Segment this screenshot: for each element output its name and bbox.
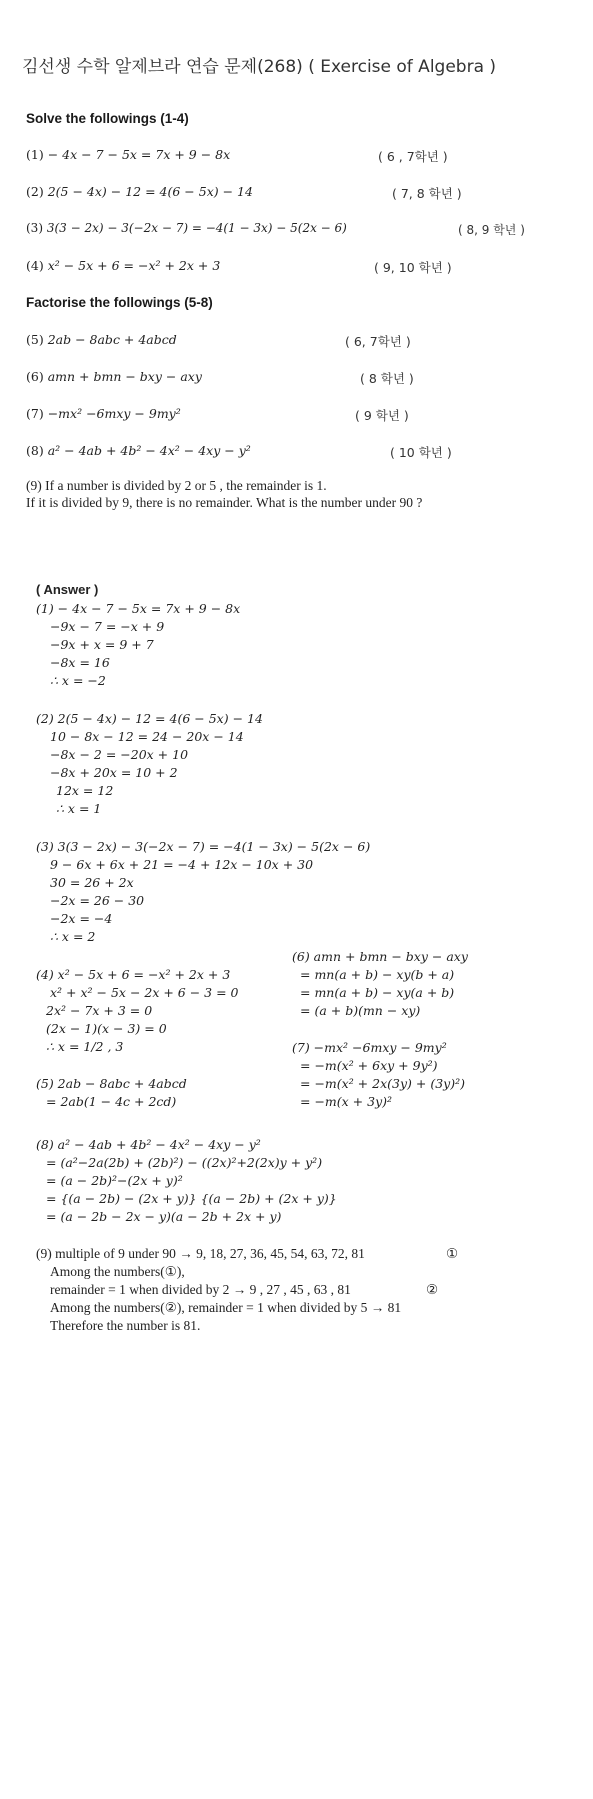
answer-1-line: −9x + x = 9 + 7: [50, 637, 154, 652]
answer-5-line: = 2ab(1 − 4c + 2cd): [46, 1094, 177, 1109]
problem-label: (8): [26, 443, 44, 458]
problem-expression: a² − 4ab + 4b² − 4x² − 4xy − y²: [47, 443, 251, 458]
problem-7-grade: ( 9 학년 ): [355, 408, 409, 423]
answer-4-line: (4) x² − 5x + 6 = −x² + 2x + 3: [36, 967, 231, 982]
answer-3-line: 9 − 6x + 6x + 21 = −4 + 12x − 10x + 30: [50, 857, 314, 872]
answer-6-line: (6) amn + bmn − bxy − axy: [292, 949, 468, 964]
problem-3-grade: ( 8, 9 학년 ): [458, 223, 525, 237]
problem-9-line-1: (9) If a number is divided by 2 or 5 , the remainder is 1.: [26, 478, 327, 493]
answer-7-line: = −m(x² + 6xy + 9y²): [300, 1058, 438, 1073]
problem-6-grade: ( 8 학년 ): [360, 371, 414, 386]
answer-2-line: ∴ x = 1: [56, 801, 102, 816]
answer-8-line: = (a²−2a(2b) + (2b)²) − ((2x)²+2(2x)y + y²): [46, 1155, 323, 1170]
answer-6-line: = mn(a + b) − xy(a + b): [300, 985, 455, 1000]
problem-7: [26, 406, 181, 421]
answer-3-line: −2x = −4: [50, 911, 113, 926]
answer-1-line: (1) − 4x − 7 − 5x = 7x + 9 − 8x: [36, 601, 241, 616]
problem-5-grade: ( 6, 7학년 ): [345, 334, 411, 349]
answer-3-line: −2x = 26 − 30: [50, 893, 145, 908]
answer-9-line: Among the numbers(②), remainder = 1 when divided by 5 → 81: [50, 1300, 402, 1315]
answer-1-line: −8x = 16: [50, 655, 110, 670]
answer-8-line: = (a − 2b − 2x − y)(a − 2b + 2x + y): [46, 1209, 282, 1224]
problem-expression: 3(3 − 2x) − 3(−2x − 7) = −4(1 − 3x) − 5(2x − 6): [46, 221, 347, 235]
answer-8-line: (8) a² − 4ab + 4b² − 4x² − 4xy − y²: [36, 1137, 261, 1152]
problem-expression: amn + bmn − bxy − axy: [47, 369, 202, 384]
answer-4-line: ∴ x = 1/2 , 3: [46, 1039, 124, 1054]
problem-label: (3): [26, 221, 43, 235]
answer-4-line: (2x − 1)(x − 3) = 0: [46, 1021, 167, 1036]
worksheet-title: 김선생 수학 알제브라 연습 문제(268) ( Exercise of Algebra ): [22, 57, 497, 77]
section-factor-heading: Factorise the followings (5-8): [26, 295, 213, 310]
answer-9-marker-2: ②: [426, 1282, 439, 1297]
problem-4: [26, 258, 220, 273]
problem-5: [26, 332, 177, 347]
answer-7-line: = −m(x² + 2x(3y) + (3y)²): [300, 1076, 465, 1091]
problem-expression: − 4x − 7 − 5x = 7x + 9 − 8x: [47, 147, 231, 162]
answer-4-line: 2x² − 7x + 3 = 0: [46, 1003, 153, 1018]
answer-1-line: ∴ x = −2: [50, 673, 106, 688]
answer-5-line: (5) 2ab − 8abc + 4abcd: [36, 1076, 187, 1091]
problem-expression: 2(5 − 4x) − 12 = 4(6 − 5x) − 14: [47, 184, 253, 199]
problem-4-grade: ( 9, 10 학년 ): [374, 260, 452, 275]
section-solve-heading: Solve the followings (1-4): [26, 111, 189, 126]
problem-8-grade: ( 10 학년 ): [390, 445, 452, 460]
answer-2-line: (2) 2(5 − 4x) − 12 = 4(6 − 5x) − 14: [36, 711, 263, 726]
answer-6-line: = (a + b)(mn − xy): [300, 1003, 421, 1018]
answer-3-line: ∴ x = 2: [50, 929, 96, 944]
answer-8-line: = (a − 2b)²−(2x + y)²: [46, 1173, 183, 1188]
problem-6: [26, 369, 202, 384]
problem-2-grade: ( 7, 8 학년 ): [392, 186, 462, 201]
answer-7-line: = −m(x + 3y)²: [300, 1094, 393, 1109]
answer-heading: ( Answer ): [36, 582, 99, 597]
problem-2: [26, 184, 253, 199]
problem-label: (4): [26, 258, 44, 273]
problem-label: (5): [26, 332, 44, 347]
problem-3: [26, 221, 347, 235]
problem-expression: −mx² −6mxy − 9my²: [47, 406, 181, 421]
answer-4-line: x² + x² − 5x − 2x + 6 − 3 = 0: [50, 985, 239, 1000]
answer-3-line: (3) 3(3 − 2x) − 3(−2x − 7) = −4(1 − 3x) − 5(2x − 6): [36, 839, 371, 854]
answer-2-line: 10 − 8x − 12 = 24 − 20x − 14: [50, 729, 244, 744]
problem-8: [26, 443, 251, 458]
problem-9-line-2: If it is divided by 9, there is no remainder. What is the number under 90 ?: [26, 495, 423, 510]
answer-2-line: −8x − 2 = −20x + 10: [50, 747, 189, 762]
problem-label: (1): [26, 147, 44, 162]
answer-7-line: (7) −mx² −6mxy − 9my²: [292, 1040, 447, 1055]
answer-1-line: −9x − 7 = −x + 9: [50, 619, 165, 634]
answer-9-marker-1: ①: [446, 1246, 459, 1261]
problem-expression: x² − 5x + 6 = −x² + 2x + 3: [47, 258, 221, 273]
answer-2-line: 12x = 12: [56, 783, 114, 798]
answer-2-line: −8x + 20x = 10 + 2: [50, 765, 178, 780]
answer-6-line: = mn(a + b) − xy(b + a): [300, 967, 455, 982]
problem-1: [26, 147, 230, 162]
problem-label: (6): [26, 369, 44, 384]
answer-9-line: Therefore the number is 81.: [50, 1318, 201, 1333]
problem-expression: 2ab − 8abc + 4abcd: [47, 332, 177, 347]
answer-3-line: 30 = 26 + 2x: [50, 875, 134, 890]
problem-label: (2): [26, 184, 44, 199]
answer-9-line: Among the numbers(①),: [50, 1264, 185, 1279]
problem-label: (7): [26, 406, 44, 421]
answer-8-line: = {(a − 2b) − (2x + y)} {(a − 2b) + (2x + y)}: [46, 1191, 337, 1206]
answer-9-line: remainder = 1 when divided by 2 → 9 , 27 , 45 , 63 , 81: [50, 1282, 351, 1297]
problem-1-grade: ( 6 , 7학년 ): [378, 149, 448, 164]
answer-9-line: (9) multiple of 9 under 90 → 9, 18, 27, 36, 45, 54, 63, 72, 81: [36, 1246, 365, 1261]
